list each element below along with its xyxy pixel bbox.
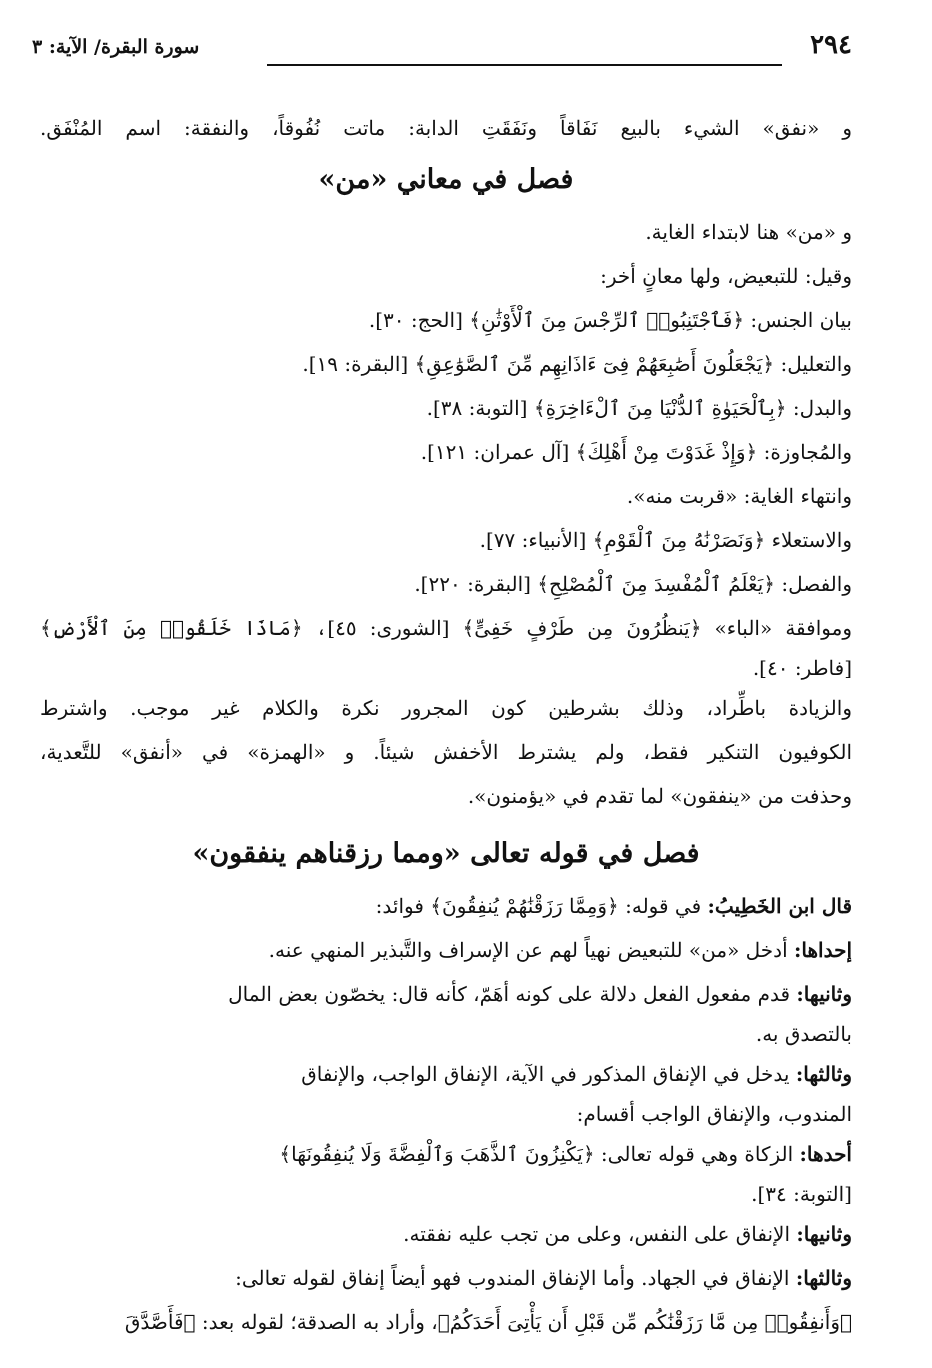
text-line: [40, 884, 852, 928]
header-rule: [267, 64, 782, 66]
text-line: و «نفق» الشيء بالبيع نَفَاقاً ونَفَقَتِ الدابة: ماتت نُفُوقاً، والنفقة: اسم المُنْفَق.: [40, 116, 852, 140]
running-header-surah: سورة البقرة/ الآية: ٣: [32, 36, 200, 58]
text-line: [التوبة: ٣٤].: [751, 1182, 852, 1206]
page-body: [40, 106, 852, 1344]
line-text: الإنفاق على النفس، وعلى من تجب عليه نفقته.: [403, 1222, 797, 1246]
line-text: الإنفاق في الجهاد. وأما الإنفاق المندوب فهو أيضاً إنفاق لقوله تعالى:: [235, 1266, 796, 1290]
lead-word: وثالثها:: [795, 1062, 852, 1086]
section-heading: فصل في معاني «من»: [318, 164, 574, 195]
text-line: [40, 1212, 852, 1256]
text-line: وانتهاء الغاية: «قربت منه».: [626, 484, 852, 508]
text-line: بيان الجنس: ﴿فَٱجْتَنِبُوا۟ ٱلرِّجْسَ مِنَ ٱلْأَوْثَٰنِ﴾ [الحج: ٣٠].: [368, 308, 852, 332]
lead-word: أحدها:: [799, 1142, 852, 1166]
text-line: وقيل: للتبعيض، ولها معانٍ أخر:: [600, 264, 852, 288]
text-line: [40, 1132, 852, 1176]
text-line: [40, 972, 852, 1016]
text-line: [40, 1256, 852, 1300]
text-line: [40, 928, 852, 972]
text-line: والمُجاوزة: ﴿وَإِذْ غَدَوْتَ مِنْ أَهْلِكَ﴾ [آل عمران: ١٢١].: [420, 440, 852, 464]
line-text: يدخل في الإنفاق المذكور في الآية، الإنفاق الواجب، والإنفاق: [301, 1062, 796, 1086]
text-line: والاستعلاء ﴿وَنَصَرْنَٰهُ مِنَ ٱلْقَوْمِ﴾ [الأنبياء: ٧٧].: [479, 528, 852, 552]
page-header: [32, 30, 852, 70]
line-text: قدم مفعول الفعل دلالة على كونه أهَمّ، كأنه قال: يخصّون بعض المال: [228, 982, 797, 1006]
text-line: وحذفت من «ينفقون» لما تقدم في «يؤمنون».: [467, 784, 852, 808]
text-line: الكوفيون التنكير فقط، ولم يشترط الأخفش شيئاً. و «الهمزة» في «أنفق» للتَّعدية،: [40, 740, 852, 764]
text-line: [فاطر: ٤٠].: [752, 656, 852, 680]
text-line: والبدل: ﴿بِٱلْحَيَوٰةِ ٱلدُّنْيَا مِنَ ٱلْءَاخِرَةِ﴾ [التوبة: ٣٨].: [426, 396, 852, 420]
text-line: المندوب، والإنفاق الواجب أقسام:: [576, 1102, 852, 1126]
line-text: أدخل «من» للتبعيض نهياً لهم عن الإسراف والتَّبذير المنهي عنه.: [268, 938, 794, 962]
text-line: بالتصدق به.: [755, 1022, 852, 1046]
text-line: وموافقة «الباء» ﴿يَنظُرُونَ مِن طَرْفٍ خَفِىٍّ﴾ [الشورى: ٤٥]، ﴿مَاذَا خَلَقُوا۟ مِنَ ٱلْأَرْضِ﴾: [40, 616, 852, 640]
line-text: الزكاة وهي قوله تعالى: ﴿يَكْنِزُونَ ٱلذَّهَبَ وَٱلْفِضَّةَ وَلَا يُنفِقُونَهَا﴾: [279, 1142, 800, 1166]
page-number: ٢٩٤: [810, 30, 852, 60]
lead-word: وثانيها:: [796, 982, 852, 1006]
text-line: والفصل: ﴿يَعْلَمُ ٱلْمُفْسِدَ مِنَ ٱلْمُصْلِحِ﴾ [البقرة: ٢٢٠].: [414, 572, 852, 596]
text-line: [40, 1052, 852, 1096]
text-line: ﴿وَأَنفِقُوا۟ مِن مَّا رَزَقْنَٰكُم مِّن قَبْلِ أَن يَأْتِىَ أَحَدَكُمُ﴾، وأراد به الصدقة؛ لقوله بعد: ﴿فَأَصَّدَّقَ: [124, 1310, 852, 1334]
lead-word: إحداها:: [794, 938, 852, 962]
text-line: و «من» هنا لابتداء الغاية.: [645, 220, 852, 244]
text-line: والزيادة باطِّراد، وذلك بشرطين كون المجرور نكرة والكلام غير موجب. واشترط: [40, 696, 852, 720]
line-text: في قوله: ﴿وَمِمَّا رَزَقْنَٰهُمْ يُنفِقُونَ﴾ فوائد:: [375, 894, 708, 918]
lead-word: قال ابن الخَطِيبُ:: [707, 894, 852, 918]
lead-word: وثانيها:: [796, 1222, 852, 1246]
section-heading: فصل في قوله تعالى «ومما رزقناهم ينفقون»: [192, 838, 700, 869]
text-line: والتعليل: ﴿يَجْعَلُونَ أَصَٰبِعَهُمْ فِىٓ ءَاذَانِهِم مِّنَ ٱلصَّوَٰعِقِ﴾ [البقرة: ١٩].: [302, 352, 852, 376]
lead-word: وثالثها:: [795, 1266, 852, 1290]
